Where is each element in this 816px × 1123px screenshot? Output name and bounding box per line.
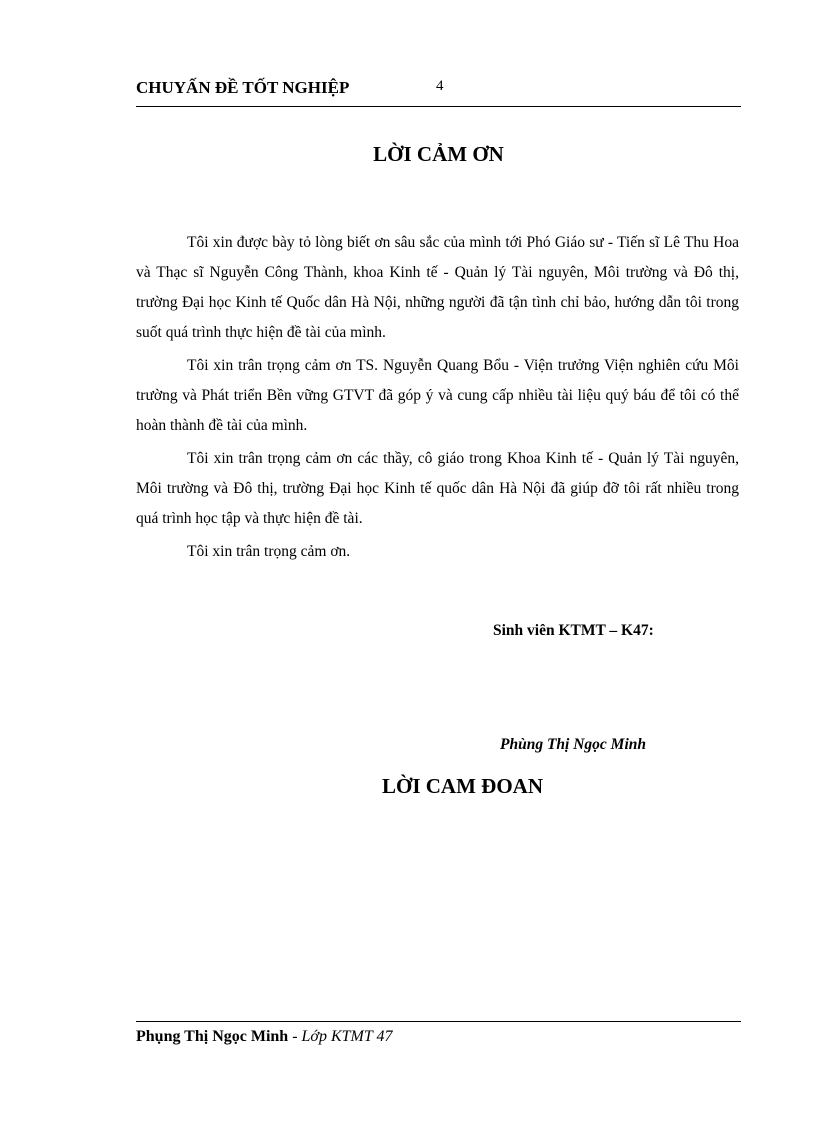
footer-separator: -: [288, 1028, 302, 1045]
page-number: 4: [436, 78, 444, 94]
acknowledgement-paragraph: Tôi xin trân trọng cảm ơn các thầy, cô giáo trong Khoa Kinh tế - Quản lý Tài nguyên, Môi trường và Đô thị, trường Đại học Kinh tế quốc dân Hà Nội đã giúp đỡ tôi rất nhiều trong quá trình học tập và thực hiện đề tài.: [136, 450, 739, 527]
header-title: CHUYẤN ĐỀ TỐT NGHIỆP: [136, 78, 350, 97]
header-divider: [136, 106, 741, 107]
page-header: [136, 76, 741, 106]
footer-author: Phụng Thị Ngọc Minh: [136, 1028, 289, 1045]
pledge-title: LỜI CAM ĐOAN: [382, 774, 543, 798]
acknowledgement-title: LỜI CẢM ƠN: [373, 142, 504, 166]
footer-class: Lớp KTMT 47: [301, 1028, 393, 1045]
page-footer: [136, 1028, 392, 1046]
signature-name: Phùng Thị Ngọc Minh: [500, 736, 647, 753]
acknowledgement-body: [136, 228, 739, 567]
acknowledgement-paragraph: Tôi xin được bày tỏ lòng biết ơn sâu sắc của mình tới Phó Giáo sư - Tiến sĩ Lê Thu Hoa và Thạc sĩ Nguyễn Công Thành, khoa Kinh tế - Quản lý Tài nguyên, Môi trường và Đô thị, trường Đại học Kinh tế Quốc dân Hà Nội, những người đã tận tình chỉ bảo, hướng dẫn tôi trong suốt quá trình thực hiện đề tài của mình.: [136, 234, 739, 341]
acknowledgement-paragraph: Tôi xin trân trọng cảm ơn TS. Nguyễn Quang Bổu - Viện trưởng Viện nghiên cứu Môi trường và Phát triển Bền vững GTVT đã góp ý và cung cấp nhiều tài liệu quý báu để tôi có thể hoàn thành đề tài của mình.: [136, 357, 739, 434]
closing-line: Tôi xin trân trọng cảm ơn.: [187, 543, 351, 560]
signature-label: Sinh viên KTMT – K47:: [493, 622, 654, 639]
footer-divider: [136, 1021, 741, 1022]
